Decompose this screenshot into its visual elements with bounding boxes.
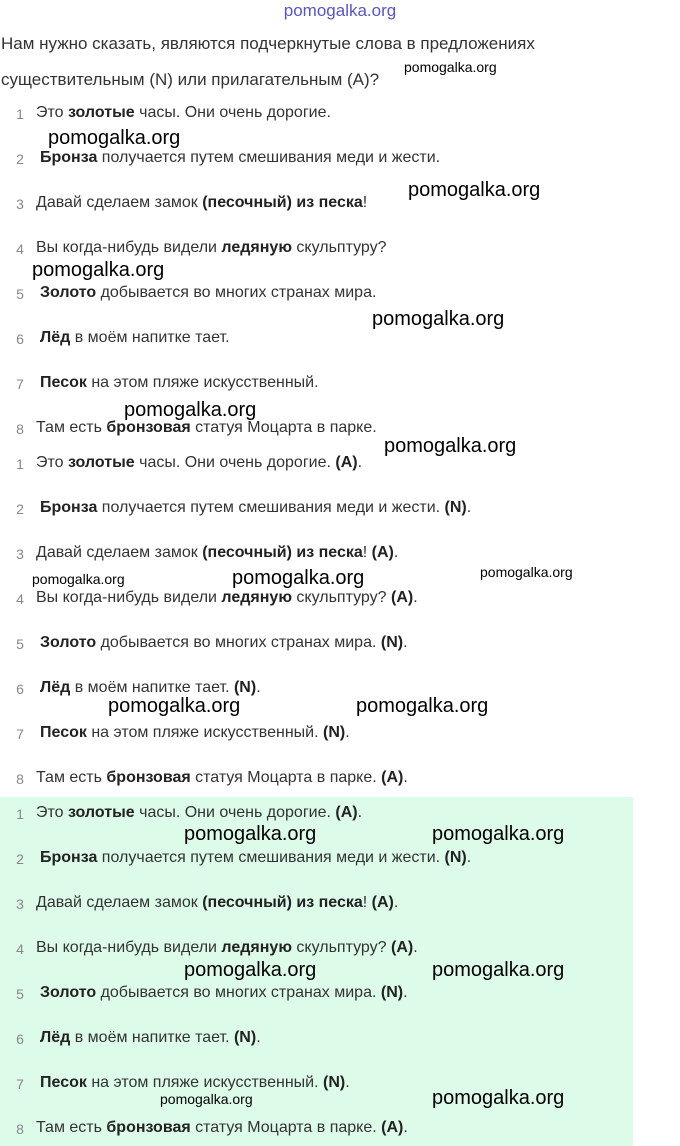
text-fragment: Это xyxy=(36,104,68,121)
highlighted-word: Золото xyxy=(40,634,97,651)
row-text xyxy=(36,939,418,957)
row-text xyxy=(40,374,319,392)
watermark-text: pomogalka.org xyxy=(108,695,241,717)
text-fragment: Вы когда-нибудь видели xyxy=(36,239,222,256)
highlighted-word: ледяную xyxy=(221,939,292,956)
question-row xyxy=(0,104,640,128)
text-fragment: ! xyxy=(362,894,372,911)
row-number: 6 xyxy=(16,331,24,347)
watermark-text: pomogalka.org xyxy=(184,959,317,981)
highlighted-word: (A) xyxy=(335,454,358,471)
highlighted-word: ледяную xyxy=(221,239,292,256)
text-fragment: . xyxy=(403,634,408,651)
row-number: 3 xyxy=(16,546,24,562)
text-fragment: в моём напитке тает. xyxy=(70,1029,234,1046)
row-number: 2 xyxy=(16,501,24,517)
answer-row xyxy=(0,589,640,613)
row-number: 4 xyxy=(16,941,24,957)
row-text xyxy=(36,104,331,122)
text-fragment: в моём напитке тает. xyxy=(70,679,234,696)
watermark-text: pomogalka.org xyxy=(124,399,257,421)
text-fragment: . xyxy=(357,454,363,471)
highlighted-word: Бронза xyxy=(40,499,98,516)
watermark-text: pomogalka.org xyxy=(372,308,505,330)
watermark-text: pomogalka.org xyxy=(384,435,517,457)
text-fragment: . xyxy=(345,1074,350,1091)
row-number: 2 xyxy=(16,151,24,167)
text-fragment: . xyxy=(345,724,350,741)
watermark-text: pomogalka.org xyxy=(432,823,565,845)
text-fragment: получается путем смешивания меди и жести. xyxy=(97,849,445,866)
watermark-text: pomogalka.org xyxy=(160,1091,253,1107)
highlighted-word: Золото xyxy=(40,984,97,1001)
highlighted-word: бронзовая xyxy=(106,1119,191,1136)
text-fragment: . xyxy=(466,499,472,516)
row-number: 7 xyxy=(16,726,24,742)
text-fragment: Это xyxy=(36,454,68,471)
row-number: 8 xyxy=(16,1121,24,1137)
highlighted-word: Лёд xyxy=(40,679,71,696)
text-fragment: Там есть xyxy=(36,1119,107,1136)
row-number: 6 xyxy=(16,681,24,697)
row-number: 8 xyxy=(16,771,24,787)
answer-row xyxy=(0,1029,640,1053)
text-fragment: на этом пляже искусственный. xyxy=(86,724,323,741)
highlighted-word: золотые xyxy=(68,104,135,121)
row-text xyxy=(40,1029,261,1047)
text-fragment: Там есть xyxy=(36,419,107,436)
row-number: 6 xyxy=(16,1031,24,1047)
row-text xyxy=(40,149,440,167)
watermark-text: pomogalka.org xyxy=(408,179,541,201)
watermark-text: pomogalka.org xyxy=(404,59,497,75)
question-row xyxy=(0,329,640,353)
row-text xyxy=(40,284,376,302)
row-number: 1 xyxy=(16,806,24,822)
text-fragment: Давай сделаем замок xyxy=(36,544,203,561)
row-number: 4 xyxy=(16,591,24,607)
question-row xyxy=(0,284,640,308)
watermark-text: pomogalka.org xyxy=(32,259,165,281)
highlighted-word: ледяную xyxy=(221,589,292,606)
row-text xyxy=(40,1074,350,1092)
text-fragment: статуя Моцарта в парке. xyxy=(190,769,382,786)
row-text xyxy=(36,454,362,472)
highlighted-word: (A) xyxy=(390,939,414,956)
text-fragment: . xyxy=(256,679,261,696)
text-fragment: Вы когда-нибудь видели xyxy=(36,939,222,956)
text-fragment: добывается во многих странах мира. xyxy=(96,984,381,1001)
question-row xyxy=(0,419,640,443)
row-number: 7 xyxy=(16,376,24,392)
highlighted-word: Золото xyxy=(40,284,97,301)
highlighted-word: (A) xyxy=(335,804,358,821)
row-number: 7 xyxy=(16,1076,24,1092)
text-fragment: . xyxy=(403,984,408,1001)
answer-row xyxy=(0,634,640,658)
row-text xyxy=(40,329,230,347)
highlighted-word: (A) xyxy=(381,769,404,786)
answer-row xyxy=(0,849,640,873)
text-fragment: Давай сделаем замок xyxy=(36,894,203,911)
highlighted-word: (A) xyxy=(381,1119,404,1136)
intro-line-1: Нам нужно сказать, являются подчеркнутые слова в предложениях xyxy=(1,34,535,53)
highlighted-word: (N) xyxy=(444,499,467,516)
text-fragment: статуя Моцарта в парке. xyxy=(190,1119,382,1136)
answer-row xyxy=(0,1119,640,1143)
answer-row xyxy=(0,724,640,748)
highlighted-word: Бронза xyxy=(40,149,98,166)
answer-row xyxy=(0,499,640,523)
highlighted-word: Лёд xyxy=(40,1029,71,1046)
highlighted-word: (N) xyxy=(323,1074,346,1091)
highlighted-word: (A) xyxy=(390,589,414,606)
highlighted-word: (A) xyxy=(371,894,394,911)
text-fragment: . xyxy=(466,849,472,866)
watermark-text: pomogalka.org xyxy=(232,567,365,589)
highlighted-word: Бронза xyxy=(40,849,98,866)
row-text xyxy=(40,634,408,652)
highlighted-word: (N) xyxy=(380,984,404,1001)
watermark-text: pomogalka.org xyxy=(184,823,317,845)
row-number: 5 xyxy=(16,286,24,302)
highlighted-word: Лёд xyxy=(40,329,71,346)
row-text xyxy=(40,984,408,1002)
text-fragment: в моём напитке тает. xyxy=(70,329,230,346)
text-fragment: . xyxy=(413,939,418,956)
row-number: 3 xyxy=(16,896,24,912)
highlighted-word: (песочный) из песка xyxy=(202,544,363,561)
highlighted-word: (песочный) из песка xyxy=(202,194,363,211)
row-number: 1 xyxy=(16,106,24,122)
text-fragment: ! xyxy=(362,194,368,211)
row-number: 5 xyxy=(16,636,24,652)
row-text xyxy=(36,894,398,912)
text-fragment: . xyxy=(393,544,399,561)
row-number: 5 xyxy=(16,986,24,1002)
row-number: 2 xyxy=(16,851,24,867)
answer-row xyxy=(0,679,640,703)
text-fragment: добывается во многих странах мира. xyxy=(96,634,381,651)
highlighted-word: Песок xyxy=(40,724,87,741)
row-text xyxy=(40,849,471,867)
highlighted-word: бронзовая xyxy=(106,419,191,436)
text-fragment: часы. Они очень дорогие. xyxy=(134,804,336,821)
text-fragment: скульптуру? xyxy=(291,589,391,606)
row-text xyxy=(36,194,367,212)
highlighted-word: (N) xyxy=(444,849,467,866)
watermark-text: pomogalka.org xyxy=(432,959,565,981)
answer-row xyxy=(0,894,640,918)
row-text xyxy=(40,499,471,517)
text-fragment: скульптуру? xyxy=(291,239,387,256)
row-text xyxy=(36,589,418,607)
text-fragment: на этом пляже искусственный. xyxy=(86,1074,323,1091)
question-row xyxy=(0,374,640,398)
answer-row xyxy=(0,984,640,1008)
highlighted-word: (A) xyxy=(371,544,394,561)
highlighted-word: золотые xyxy=(68,804,135,821)
text-fragment: получается путем смешивания меди и жести. xyxy=(97,499,445,516)
answer-row xyxy=(0,769,640,793)
text-fragment: . xyxy=(403,769,408,786)
row-number: 8 xyxy=(16,421,24,437)
row-text xyxy=(36,804,362,822)
row-number: 3 xyxy=(16,196,24,212)
watermark-text: pomogalka.org xyxy=(356,695,489,717)
intro-line-2: существительным (N) или прилагательным (A)? xyxy=(1,70,380,89)
text-fragment: . xyxy=(413,589,418,606)
site-header-link[interactable]: pomogalka.org xyxy=(283,1,397,20)
highlighted-word: бронзовая xyxy=(106,769,191,786)
highlighted-word: Песок xyxy=(40,1074,87,1091)
text-fragment: Там есть xyxy=(36,769,107,786)
text-fragment: получается путем смешивания меди и жести. xyxy=(97,149,441,166)
text-fragment: ! xyxy=(362,544,372,561)
row-text xyxy=(36,544,398,562)
watermark-text: pomogalka.org xyxy=(48,127,181,149)
row-number: 4 xyxy=(16,241,24,257)
watermark-text: pomogalka.org xyxy=(432,1087,565,1109)
highlighted-word: (песочный) из песка xyxy=(202,894,363,911)
row-text xyxy=(36,239,387,257)
highlighted-word: (N) xyxy=(233,679,257,696)
watermark-text: pomogalka.org xyxy=(480,564,573,580)
text-fragment: . xyxy=(256,1029,261,1046)
highlighted-word: (N) xyxy=(233,1029,257,1046)
text-fragment: добывается во многих странах мира. xyxy=(96,284,377,301)
row-text xyxy=(40,724,350,742)
text-fragment: Это xyxy=(36,804,68,821)
text-fragment: на этом пляже искусственный. xyxy=(86,374,319,391)
text-fragment: скульптуру? xyxy=(291,939,391,956)
text-fragment: Вы когда-нибудь видели xyxy=(36,589,222,606)
highlighted-word: Песок xyxy=(40,374,87,391)
text-fragment: часы. Они очень дорогие. xyxy=(134,104,331,121)
highlighted-word: (N) xyxy=(380,634,404,651)
highlighted-word: золотые xyxy=(68,454,135,471)
row-number: 1 xyxy=(16,456,24,472)
text-fragment: Давай сделаем замок xyxy=(36,194,203,211)
text-fragment: . xyxy=(403,1119,408,1136)
highlighted-word: (N) xyxy=(323,724,346,741)
text-fragment: . xyxy=(357,804,363,821)
watermark-text: pomogalka.org xyxy=(32,571,125,587)
text-fragment: статуя Моцарта в парке. xyxy=(190,419,377,436)
answer-row xyxy=(0,454,640,478)
text-fragment: . xyxy=(393,894,399,911)
row-text xyxy=(36,769,408,787)
text-fragment: часы. Они очень дорогие. xyxy=(134,454,336,471)
row-text xyxy=(36,1119,408,1137)
question-row xyxy=(0,149,640,173)
question-row xyxy=(0,194,640,218)
